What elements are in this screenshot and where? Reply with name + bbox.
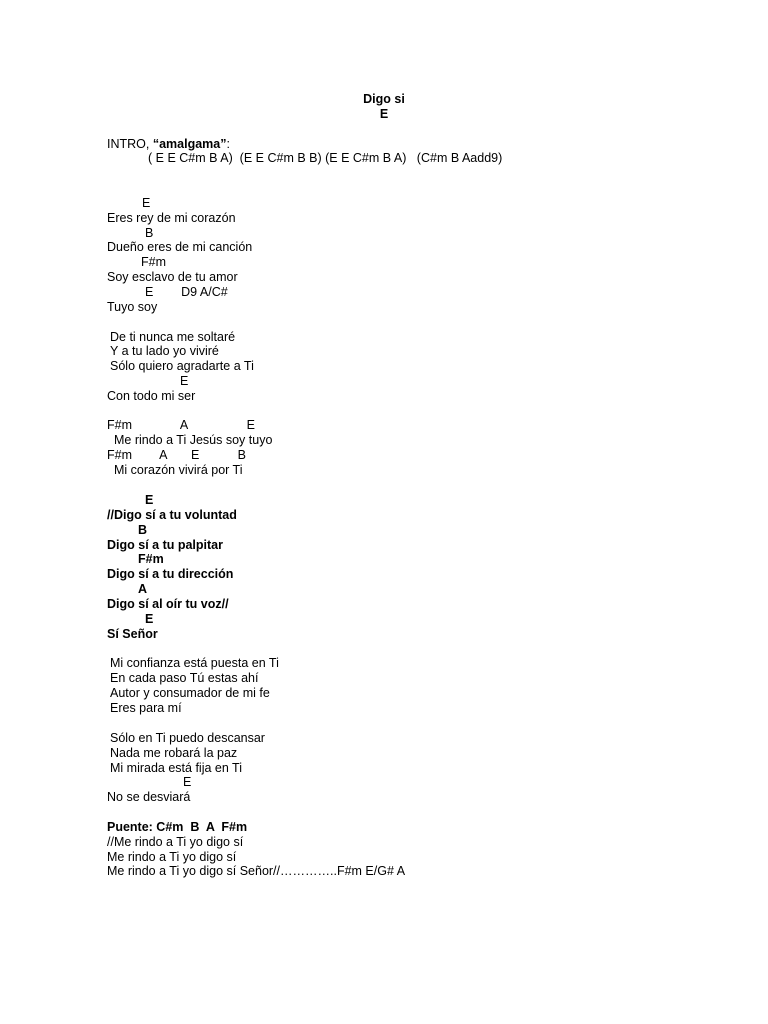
prechorus-chord-1: F#m A E — [107, 418, 255, 432]
verse3-lyric-3: Autor y consumador de mi fe — [110, 686, 270, 700]
bridge-lyric-3: Me rindo a Ti yo digo sí Señor//…………..F#m E/G# A — [107, 864, 406, 878]
bridge-lyric-2: Me rindo a Ti yo digo sí — [107, 850, 237, 864]
verse1-chord-3: F#m — [141, 255, 166, 269]
song-title: Digo si — [363, 92, 405, 106]
bridge-label: Puente: C#m B A F#m — [107, 820, 248, 834]
verse1-chord-2: B — [145, 226, 154, 240]
prechorus-chord-2: F#m A E B — [107, 448, 246, 462]
verse4-lyric-2: Nada me robará la paz — [110, 746, 238, 760]
chorus-chord-5: E — [145, 612, 154, 626]
verse3-lyric-4: Eres para mí — [110, 701, 182, 715]
verse4-lyric-3: Mi mirada está fija en Ti — [110, 761, 242, 775]
verse1-lyric-3: Soy esclavo de tu amor — [107, 270, 238, 284]
verse2-chord-4: E — [180, 374, 189, 388]
prechorus-lyric-2: Mi corazón vivirá por Ti — [114, 463, 243, 477]
prechorus-lyric-1: Me rindo a Ti Jesús soy tuyo — [114, 433, 273, 447]
bridge-lyric-1: //Me rindo a Ti yo digo sí — [107, 835, 244, 849]
intro-chords: ( E E C#m B A) (E E C#m B B) (E E C#m B A) (C#m B Aadd9) — [148, 151, 503, 165]
verse2-lyric-2: Y a tu lado yo viviré — [110, 344, 219, 358]
verse2-lyric-1: De ti nunca me soltaré — [110, 330, 236, 344]
chorus-chord-2: B — [138, 523, 148, 537]
verse4-lyric-4: No se desviará — [107, 790, 191, 804]
verse4-lyric-1: Sólo en Ti puedo descansar — [110, 731, 265, 745]
chorus-chord-3: F#m — [138, 552, 164, 566]
chorus-chord-1: E — [145, 493, 154, 507]
verse4-chord-4: E — [183, 775, 192, 789]
verse1-lyric-4: Tuyo soy — [107, 300, 158, 314]
chorus-lyric-3: Digo sí a tu dirección — [107, 567, 234, 581]
verse1-lyric-1: Eres rey de mi corazón — [107, 211, 236, 225]
verse2-lyric-3: Sólo quiero agradarte a Ti — [110, 359, 254, 373]
intro-colon: : — [226, 137, 230, 151]
intro-line — [107, 137, 230, 152]
verse2-lyric-4: Con todo mi ser — [107, 389, 196, 403]
chorus-lyric-2: Digo sí a tu palpitar — [107, 538, 223, 552]
verse1-lyric-2: Dueño eres de mi canción — [107, 240, 253, 254]
chorus-lyric-1: //Digo sí a tu voluntad — [107, 508, 237, 522]
verse3-lyric-2: En cada paso Tú estas ahí — [110, 671, 259, 685]
chorus-chord-4: A — [138, 582, 148, 596]
verse1-chord-1: E — [142, 196, 151, 210]
verse1-chord-4: E D9 A/C# — [145, 285, 228, 299]
song-key: E — [379, 107, 389, 121]
chorus-lyric-4: Digo sí al oír tu voz// — [107, 597, 229, 611]
intro-name: “amalgama” — [152, 137, 227, 151]
intro-label: INTRO, — [107, 137, 153, 151]
chorus-lyric-5: Sí Señor — [107, 627, 158, 641]
verse3-lyric-1: Mi confianza está puesta en Ti — [110, 656, 279, 670]
